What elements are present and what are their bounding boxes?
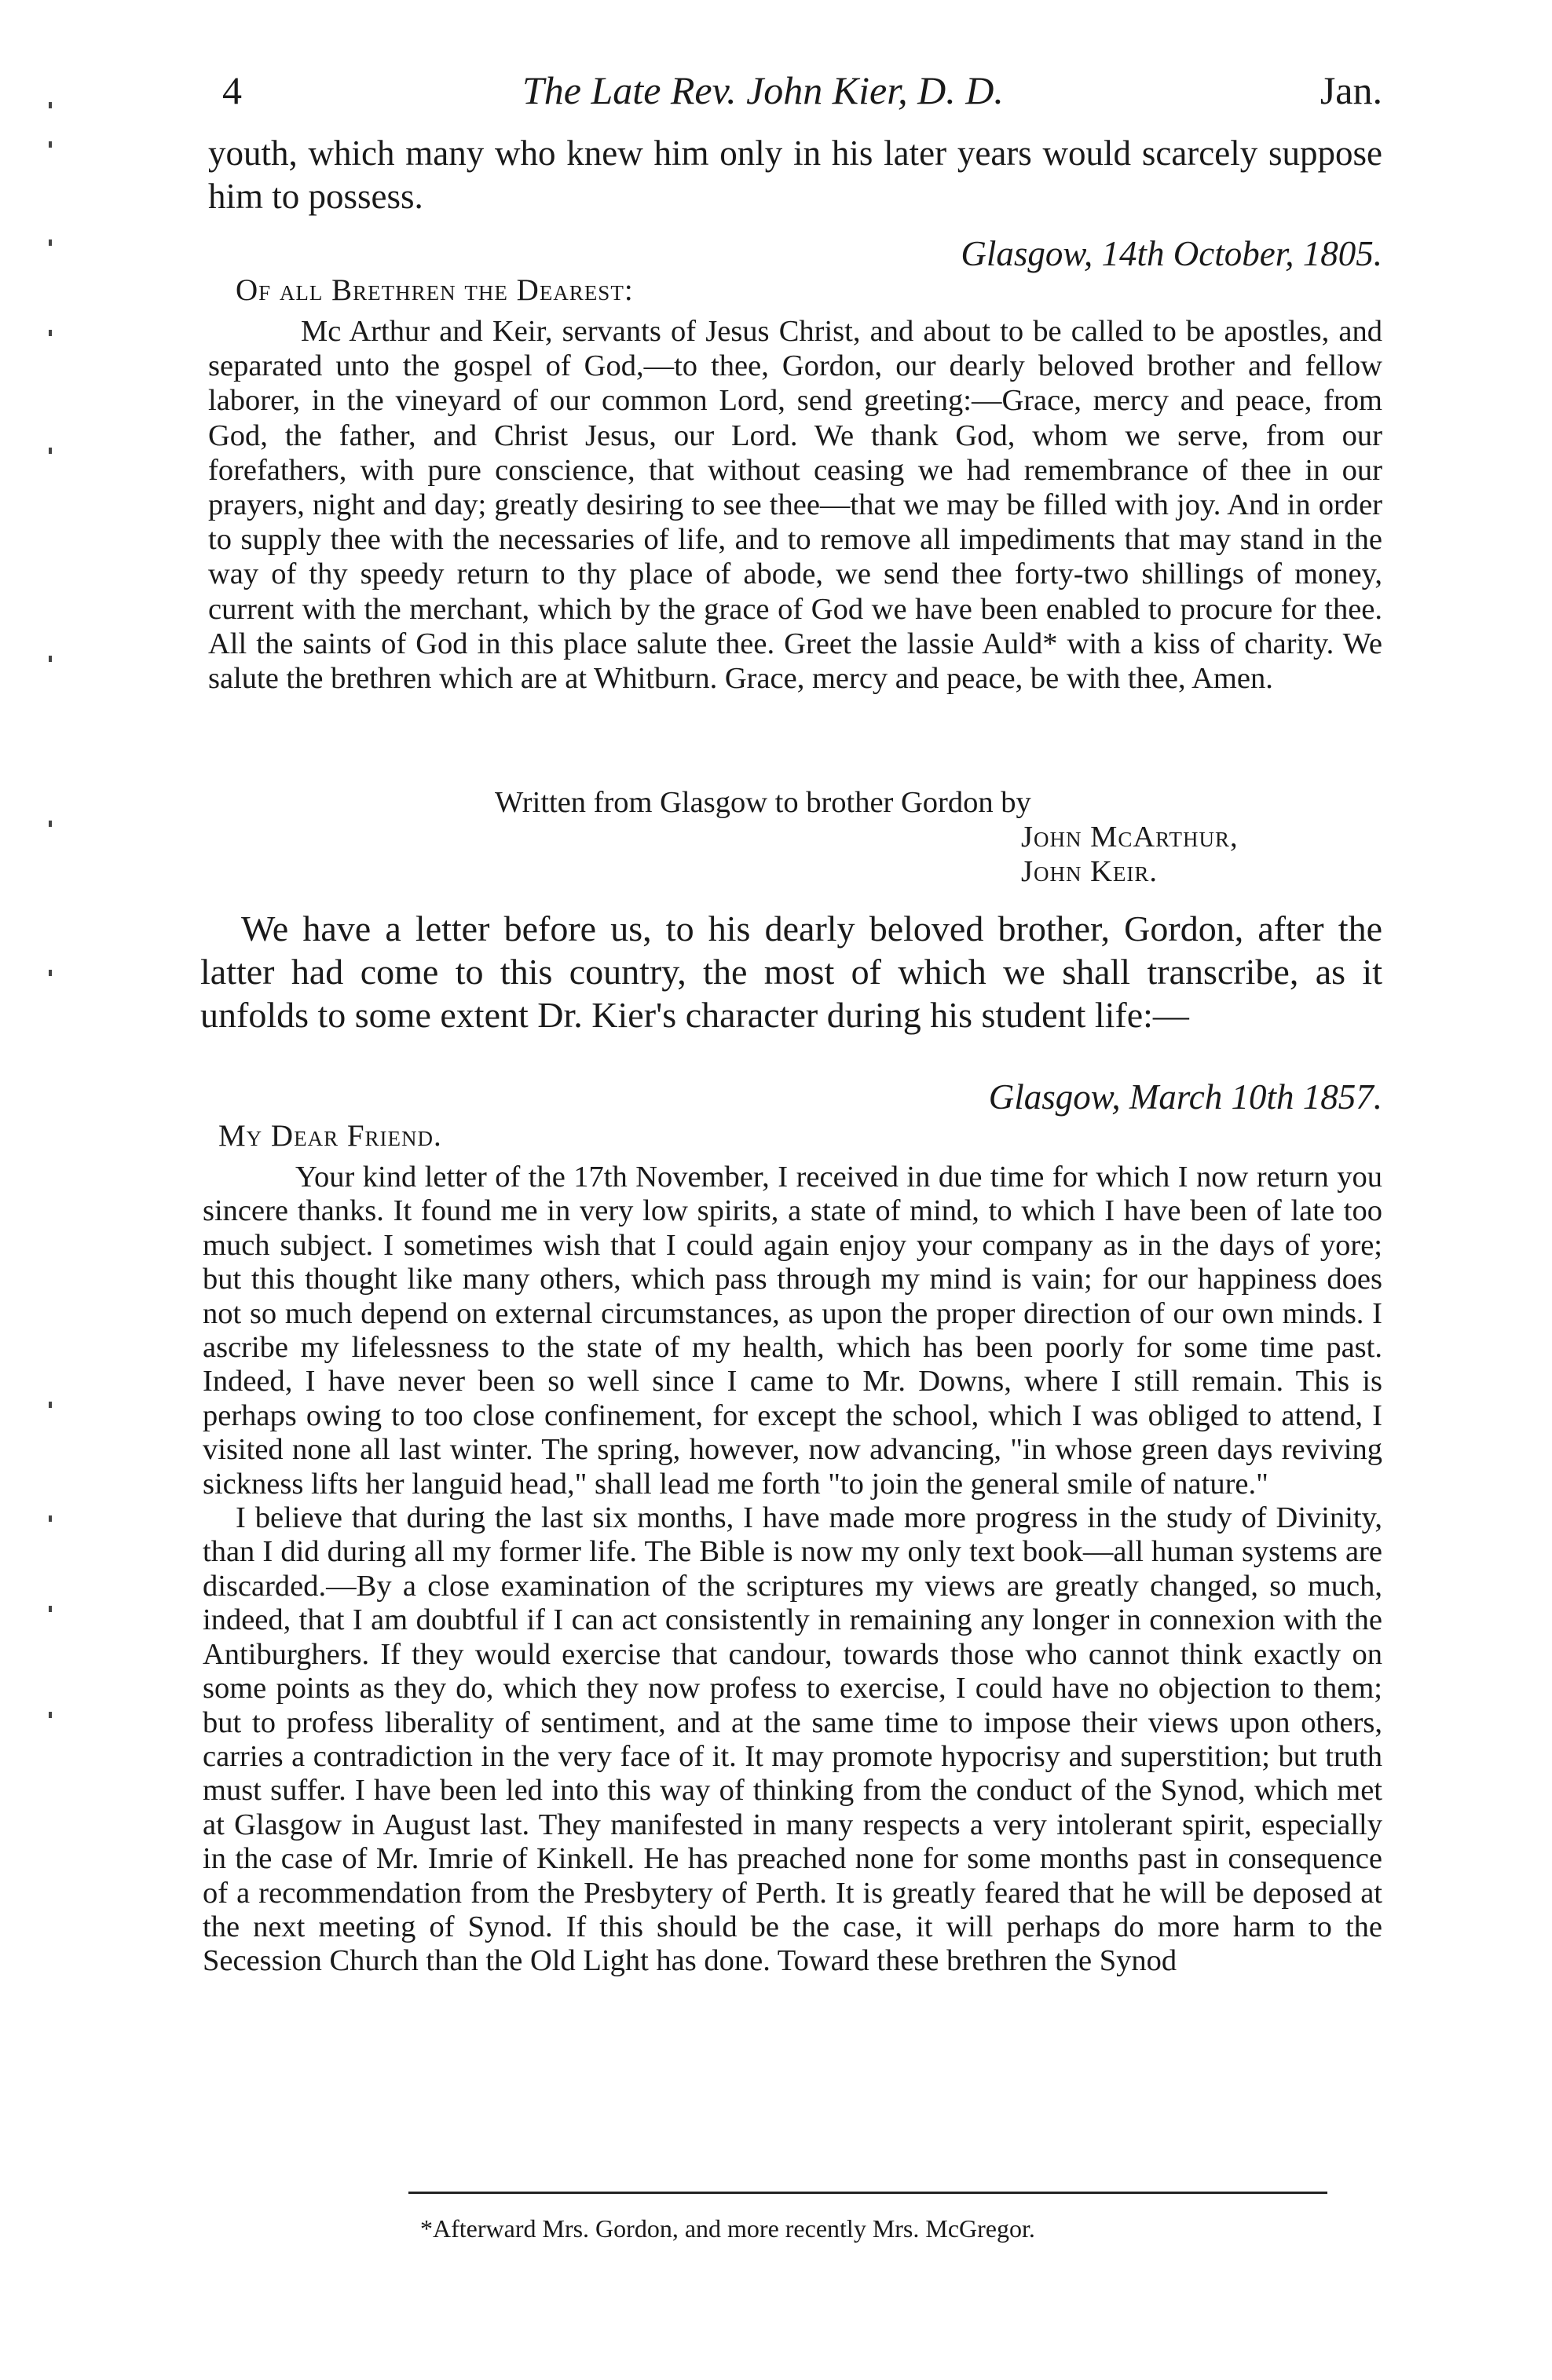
scan-mark [49, 1402, 52, 1408]
letter-1-salutation-block [236, 273, 1410, 308]
signature-mcarthur: John McArthur, [1021, 821, 1239, 854]
opening-block [208, 132, 1382, 218]
scan-mark [49, 970, 52, 976]
scan-mark [49, 102, 52, 108]
scan-mark [49, 239, 52, 246]
letter-1-dateline: Glasgow, 14th October, 1805. [961, 234, 1382, 273]
running-title: The Late Rev. John Kier, D. D. [522, 68, 1004, 112]
running-head [216, 68, 1382, 122]
signature-keir: John Keir. [1021, 855, 1159, 889]
letter-1-body-block [208, 314, 1382, 696]
letter-2-paragraph-2: I believe that during the last six months, I have made more progress in the study of Divinity, than I did during all my former life. The Bible is now my only text book—all human systems are discarded.—By a close examination of the scriptures my views are greatly changed, so much, indeed, that I am doubtful if I can act consistently in remaining any longer in connexion with the Antiburghers. If they would exercise that candour, towards those who cannot think exactly on some points as they do, which they now profess to exercise, I could have no objection to them; but to profess liberality of sentiment, and at the same time to impose their views upon others, carries a contradiction in the very face of it. It may promote hypocrisy and superstition; but truth must suffer. I have been led into this way of thinking from the conduct of the Synod, which met at Glasgow in August last. They manifested in many respects a very intolerant spirit, especially in the case of Mr. Imrie of Kinkell. He has preached none for some months past in consequence of a recommendation from the Presbytery of Perth. It is greatly feared that he will be deposed at the next meeting of Synod. If this should be the case, it will perhaps do more harm to the Secession Church than the Old Light has done. Toward these brethren the Synod [203, 1501, 1382, 1978]
footnote: *Afterward Mrs. Gordon, and more recently Mrs. McGregor. [420, 2214, 1035, 2243]
running-month: Jan. [1320, 68, 1382, 112]
letter-1-salutation: Of all Brethren the Dearest: [236, 273, 634, 307]
scan-mark [49, 330, 52, 336]
opening-paragraph: youth, which many who knew him only in his later years would scarcely suppose him to possess. [208, 133, 1382, 216]
interlude-paragraph: We have a letter before us, to his dearly beloved brother, Gordon, after the latter had come to this country, the most of which we shall transcribe, as it unfolds to some extent Dr. Kier's character during his student life:— [200, 908, 1382, 1035]
scan-mark [49, 141, 52, 148]
letter-2-paragraph-1: Your kind letter of the 17th November, I received in due time for which I now return you sincere thanks. It found me in very low spirits, a state of mind, to which I have been of late too much subject. I sometimes wish that I could again enjoy your company as in the days of yore; but this thought like many others, which pass through my mind is vain; for our happiness does not so much depend on external circumstances, as upon the proper direction of our own minds. I ascribe my lifelessness to the state of my health, which has been poorly for some time past. Indeed, I have never been so well since I came to Mr. Downs, where I still remain. This is perhaps owing to too close confinement, for except the school, which I was obliged to attend, I visited none all last winter. The spring, however, now advancing, "in whose green days reviving sickness lifts her languid head," shall lead me forth "to join the general smile of nature." [203, 1161, 1382, 1501]
letter-2-salutation-block [218, 1119, 1393, 1153]
letter-1-closing-block [495, 785, 1202, 820]
scan-mark [49, 448, 52, 454]
letter-2-dateline: Glasgow, March 10th 1857. [988, 1077, 1382, 1117]
letter-1-dateline-block [208, 232, 1382, 276]
scan-mark [49, 1606, 52, 1612]
letter-2-dateline-block [208, 1076, 1382, 1119]
letter-1-signatures [1021, 820, 1382, 889]
letter-2-body-block [203, 1161, 1382, 1979]
footnote-rule [408, 2192, 1327, 2194]
letter-1-closing: Written from Glasgow to brother Gordon by [495, 786, 1031, 819]
letter-2-salutation: My Dear Friend. [218, 1119, 442, 1153]
scan-mark [49, 656, 52, 662]
page-number: 4 [222, 68, 242, 112]
interlude-block [200, 907, 1382, 1036]
letter-1-body: Mc Arthur and Keir, servants of Jesus Christ, and about to be called to be apostles, and separated unto the gospel of God,—to thee, Gordon, our dearly beloved brother and fellow laborer, in the vineyard of our common Lord, send greeting:—Grace, mercy and peace, from God, the father, and Christ Jesus, our Lord. We thank God, whom we serve, from our forefathers, with pure conscience, that without ceasing we had remembrance of thee in our prayers, night and day; greatly desiring to see thee—that we may be filled with joy. And in order to supply thee with the necessaries of life, and to remove all impediments that may stand in the way of thy speedy return to thy place of abode, we send thee forty-two shillings of money, current with the merchant, which by the grace of God we have been enabled to procure for thee. All the saints of God in this place salute thee. Greet the lassie Auld* with a kiss of charity. We salute the brethren which are at Whitburn. Grace, mercy and peace, be with thee, Amen. [208, 315, 1382, 696]
scan-mark [49, 1515, 52, 1522]
scan-mark [49, 821, 52, 827]
scan-mark [49, 1712, 52, 1718]
